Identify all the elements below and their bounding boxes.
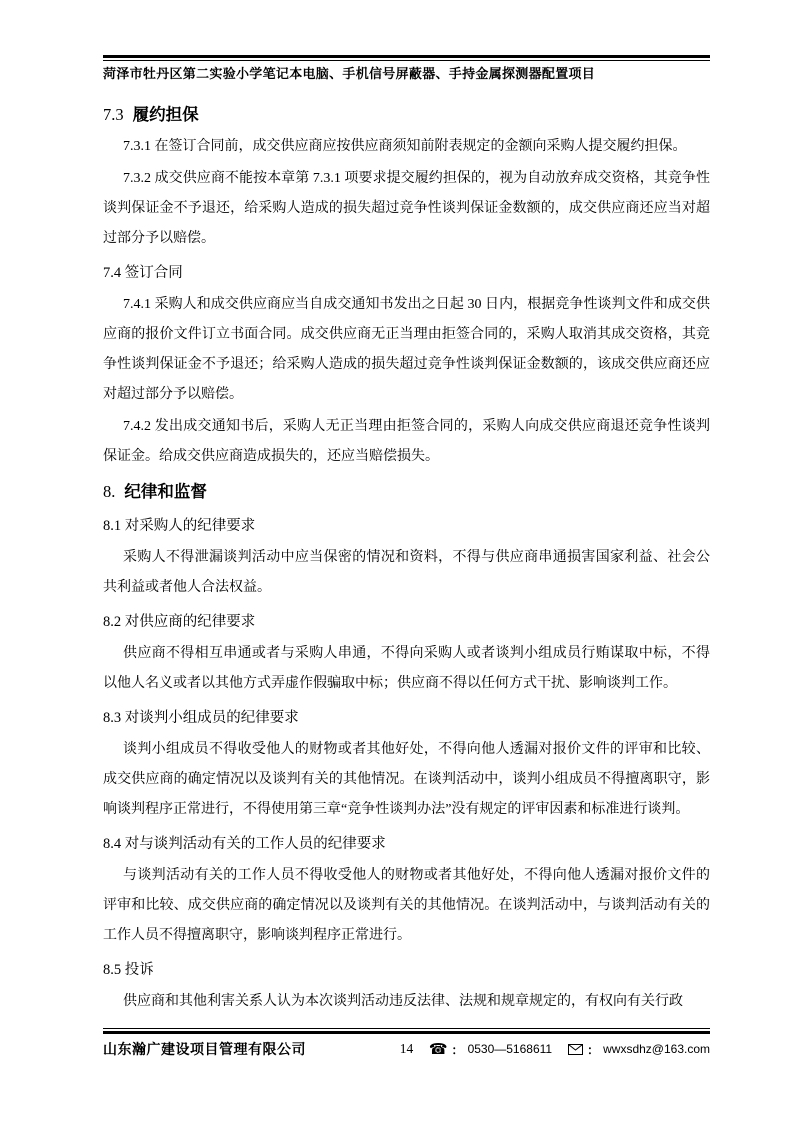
page-content	[103, 55, 710, 1017]
header-rule	[103, 55, 710, 61]
header-rule-thin	[103, 60, 710, 61]
paragraph: 采购人不得泄漏谈判活动中应当保密的情况和资料，不得与供应商串通损害国家利益、社会公共利益或者他人合法权益。	[103, 550, 710, 595]
subsection-heading: 7.4 签订合同	[103, 265, 183, 281]
phone-icon: ☎	[428, 1040, 448, 1058]
subsection-heading: 8.5 投诉	[103, 962, 154, 978]
footer-rule	[103, 1028, 710, 1034]
page-footer	[103, 1028, 710, 1059]
footer-row	[103, 1039, 710, 1059]
section-heading	[103, 100, 710, 130]
subsection-heading: 8.1 对采购人的纪律要求	[103, 518, 256, 534]
subsection-heading: 8.3 对谈判小组成员的纪律要求	[103, 710, 299, 726]
footer-email-address: wwxsdhz@163.com	[603, 1042, 710, 1056]
paragraph: 7.3.2 成交供应商不能按本章第 7.3.1 项要求提交履约担保的，视为自动放弃成交资格，其竞争性谈判保证金不予退还，给采购人造成的损失超过竞争性谈判保证金数额的，成交供应商还应当对超过部分予以赔偿。	[103, 171, 710, 246]
footer-company-name: 山东瀚广建设项目管理有限公司	[103, 1043, 306, 1058]
paragraph: 7.4.1 采购人和成交供应商应当自成交通知书发出之日起 30 日内，根据竞争性谈判文件和成交供应商的报价文件订立书面合同。成交供应商无正当理由拒签合同的，采购人取消其成交资格，其竞争性谈判保证金不予退还；给采购人造成的损失超过竞争性谈判保证金数额的，该成交供应商还应对超过部分予以赔偿。	[103, 297, 710, 402]
section-number: 7.3	[103, 105, 124, 124]
page-number: 14	[399, 1041, 414, 1056]
paragraph: 谈判小组成员不得收受他人的财物或者其他好处，不得向他人透漏对报价文件的评审和比较、成交供应商的确定情况以及谈判有关的其他情况。在谈判活动中，谈判小组成员不得擅离职守，影响谈判程序正常进行，不得使用第三章“竞争性谈判办法”没有规定的评审因素和标准进行谈判。	[103, 742, 710, 817]
section-title: 纪律和监督	[124, 482, 207, 501]
section-heading	[103, 477, 710, 507]
paragraph: 供应商和其他利害关系人认为本次谈判活动违反法律、法规和规章规定的，有权向有关行政	[123, 994, 683, 1009]
section-title: 履约担保	[132, 105, 199, 124]
header-rule-thick	[103, 55, 710, 58]
paragraph: 与谈判活动有关的工作人员不得收受他人的财物或者其他好处，不得向他人透漏对报价文件的评审和比较、成交供应商的确定情况以及谈判有关的其他情况。在谈判活动中，与谈判活动有关的工作人员不得擅离职守，影响谈判程序正常进行。	[103, 868, 710, 943]
subsection-heading: 8.2 对供应商的纪律要求	[103, 614, 256, 630]
subsection-heading: 8.4 对与谈判活动有关的工作人员的纪律要求	[103, 836, 386, 852]
document-body	[103, 100, 710, 1017]
footer-rule-thin	[103, 1028, 710, 1029]
footer-rule-thick	[103, 1031, 710, 1034]
paragraph: 7.3.1 在签订合同前，成交供应商应按供应商须知前附表规定的金额向采购人提交履约担保。	[123, 139, 687, 154]
page-header-title: 菏泽市牡丹区第二实验小学笔记本电脑、手机信号屏蔽器、手持金属探测器配置项目	[103, 66, 596, 81]
paragraph: 供应商不得相互串通或者与采购人串通，不得向采购人或者谈判小组成员行贿谋取中标，不得以他人名义或者以其他方式弄虚作假骗取中标；供应商不得以任何方式干扰、影响谈判工作。	[103, 646, 710, 691]
section-number: 8.	[103, 482, 116, 501]
footer-phone-number: 0530—5168611	[467, 1042, 553, 1056]
paragraph: 7.4.2 发出成交通知书后，采购人无正当理由拒签合同的，采购人向成交供应商退还竞争性谈判保证金。给成交供应商造成损失的，还应当赔偿损失。	[103, 419, 710, 464]
email-separator: ：	[587, 1042, 600, 1057]
phone-separator: ：	[451, 1042, 464, 1057]
